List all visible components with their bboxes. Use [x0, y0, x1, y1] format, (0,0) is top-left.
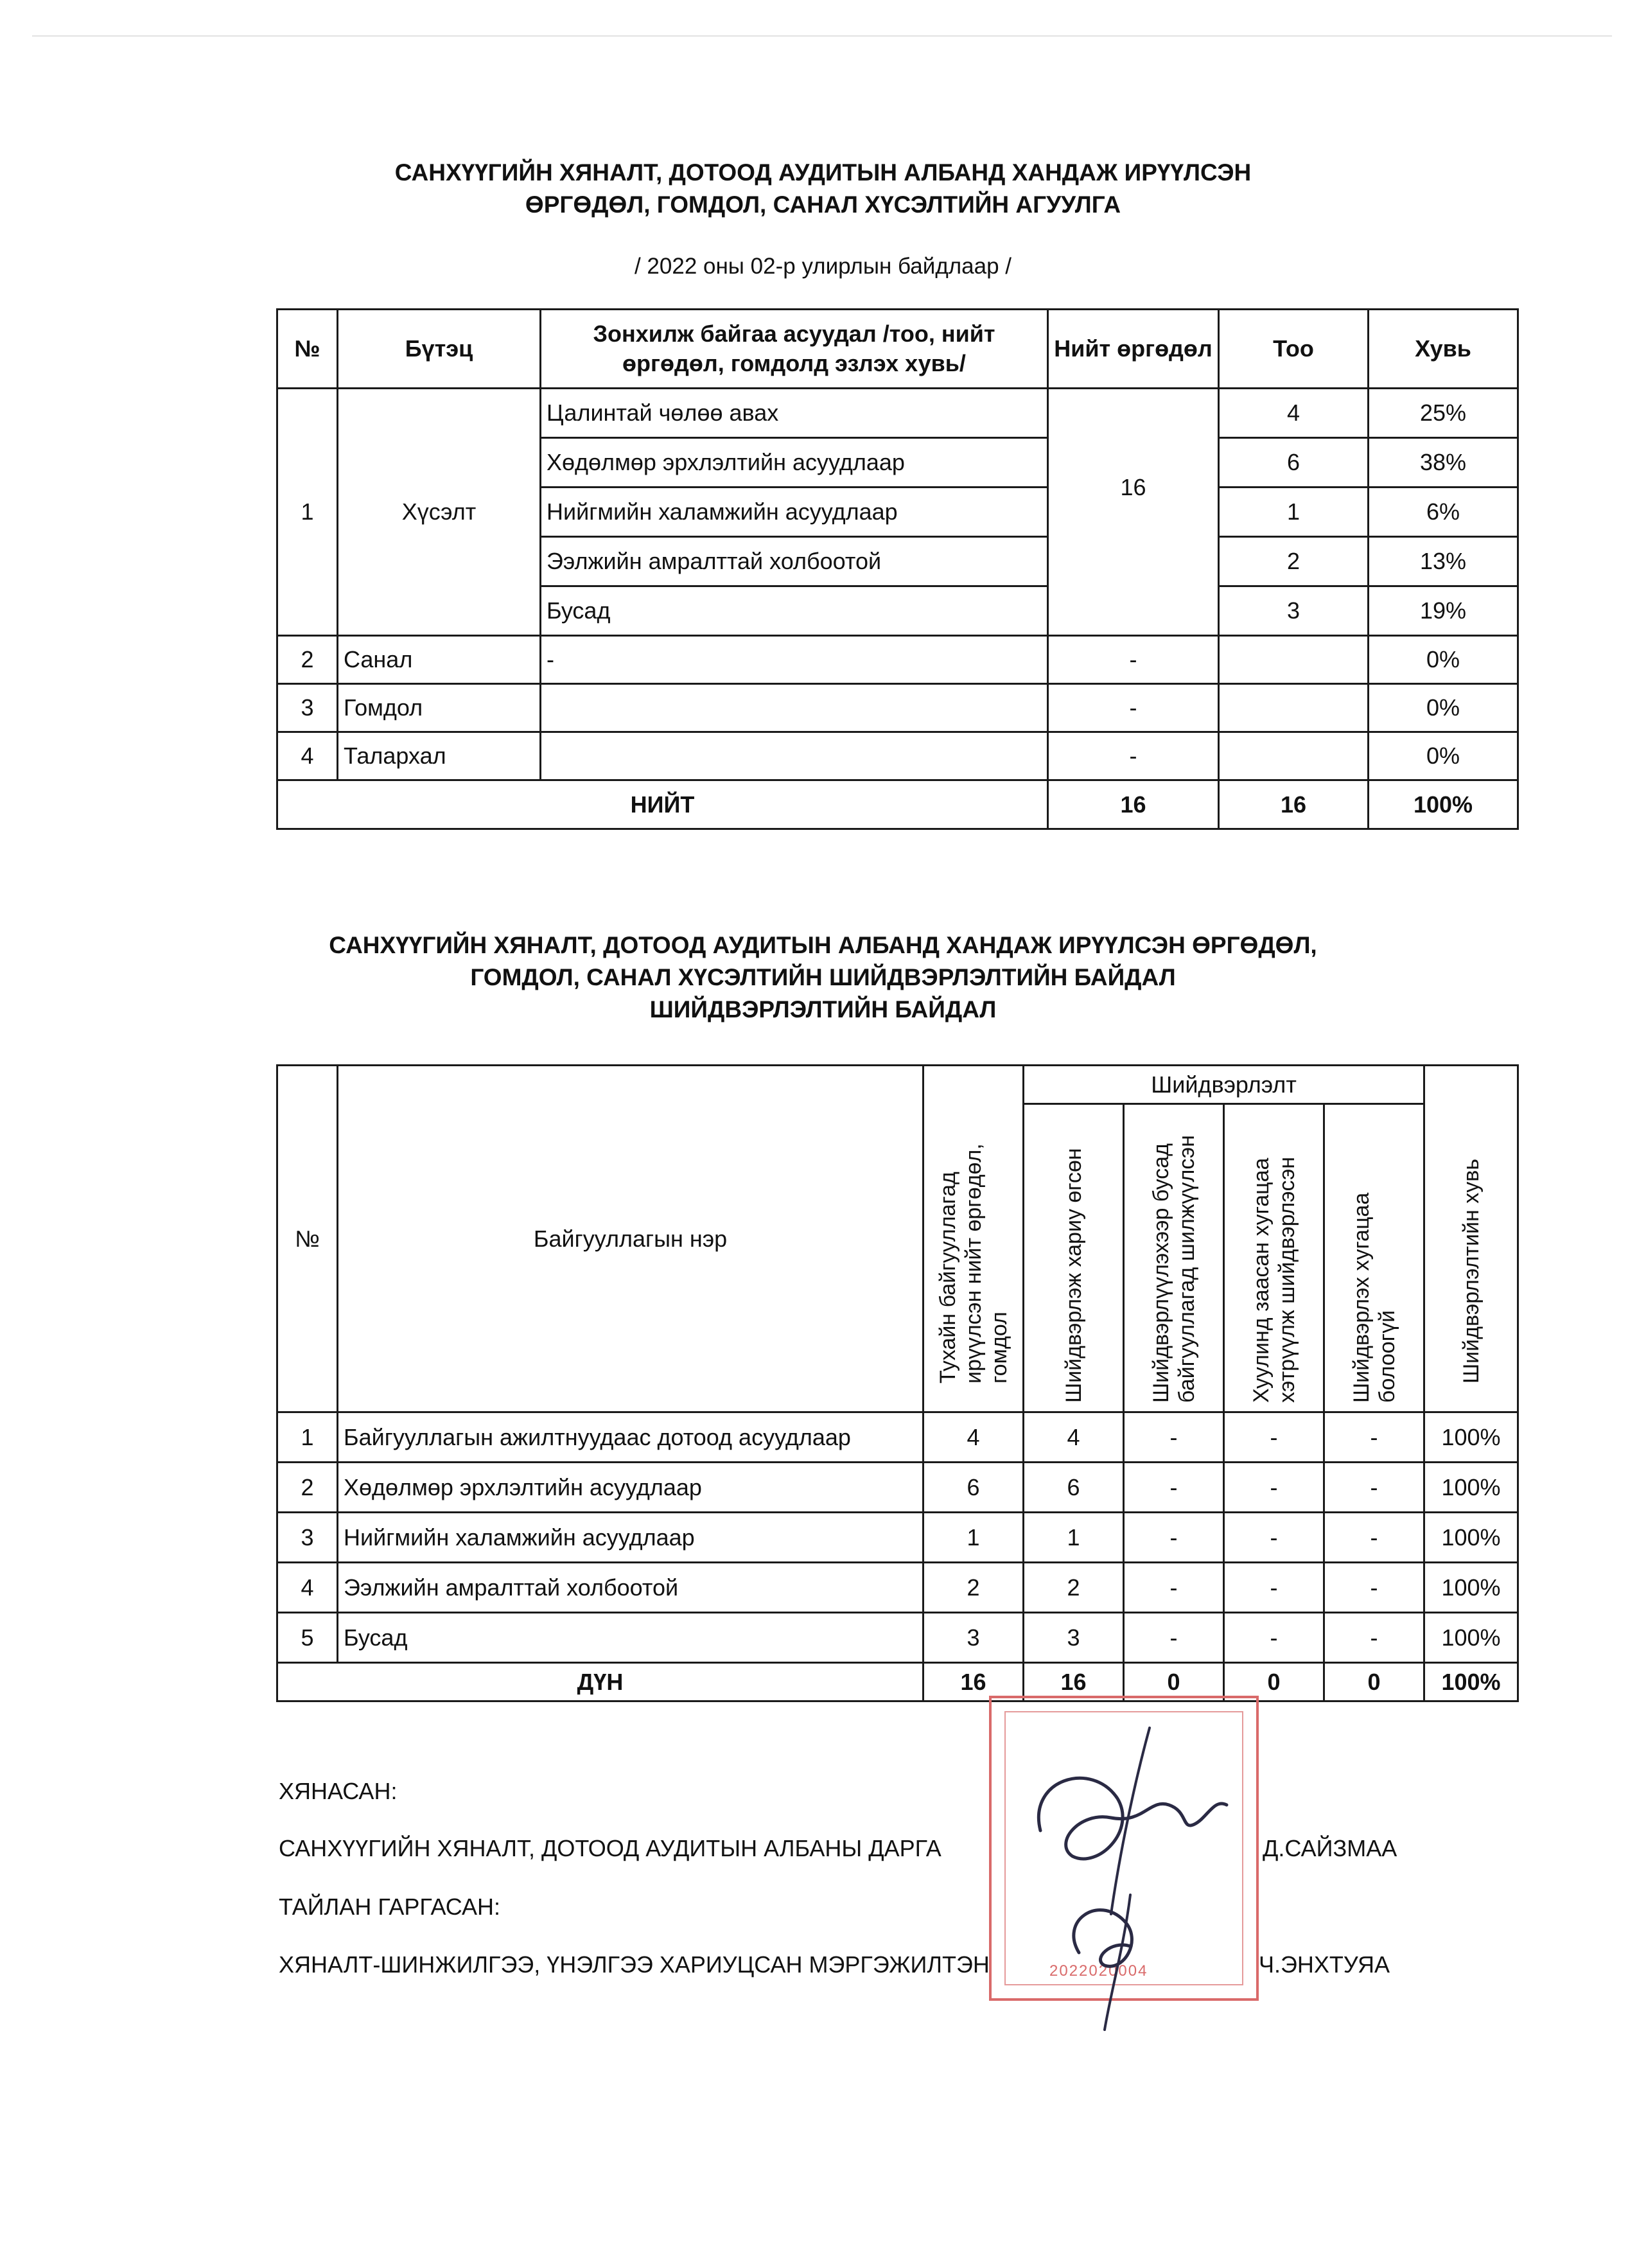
cell-rate: 100%: [1424, 1463, 1518, 1513]
cell-count: [1219, 636, 1369, 684]
header-forwarded: [1124, 1104, 1224, 1412]
cell-received: 4: [924, 1412, 1024, 1463]
header-count: Тоо: [1219, 310, 1369, 389]
cell-org: Ээлжийн амралттай холбоотой: [338, 1563, 924, 1613]
cell-issue: [541, 732, 1048, 780]
cell-forwarded: -: [1124, 1613, 1224, 1663]
cell-percent: 25%: [1369, 389, 1518, 438]
cell-org: Байгууллагын ажилтнуудаас дотоод асуудлаар: [338, 1412, 924, 1463]
header-extended-text: Хуулинд заасан хугацаа хэтрүүлж шийдвэрлэсэн: [1248, 1156, 1299, 1403]
preparer-name: Ч.ЭНХТУЯА: [1259, 1951, 1390, 1978]
cell-no: 1: [277, 1412, 338, 1463]
handwritten-signature: [1002, 1702, 1272, 2036]
cell-no: 3: [277, 684, 338, 732]
header-total: Нийт өргөдөл: [1048, 310, 1219, 389]
cell-pending: -: [1324, 1613, 1424, 1663]
cell-received: 2: [924, 1563, 1024, 1613]
cell-issue: Цалинтай чөлөө авах: [541, 389, 1048, 438]
cell-org: Нийгмийн халамжийн асуудлаар: [338, 1513, 924, 1563]
table-header-row: [277, 1066, 1518, 1104]
cell-received: 3: [924, 1613, 1024, 1663]
header-pending-text: Шийдвэрлэх хугацаа болоогүй: [1349, 1192, 1399, 1403]
cell-forwarded: -: [1124, 1513, 1224, 1563]
table-row: [277, 1463, 1518, 1513]
table-row: [277, 1513, 1518, 1563]
cell-rate: 100%: [1424, 1412, 1518, 1463]
total-row: [277, 1663, 1518, 1701]
cell-resolved: 2: [1024, 1563, 1124, 1613]
total-count: 16: [1219, 780, 1369, 829]
total-extended: 0: [1224, 1663, 1324, 1701]
header-no: №: [277, 310, 338, 389]
cell-count: 2: [1219, 537, 1369, 586]
cell-count: 4: [1219, 389, 1369, 438]
cell-no: 1: [277, 389, 338, 636]
cell-rate: 100%: [1424, 1563, 1518, 1613]
cell-resolved: 1: [1024, 1513, 1124, 1563]
reviewed-label: ХЯНАСАН:: [279, 1778, 398, 1804]
total-forwarded: 0: [1124, 1663, 1224, 1701]
cell-received: 1: [924, 1513, 1024, 1563]
cell-percent: 6%: [1369, 488, 1518, 537]
reviewer-title: САНХҮҮГИЙН ХЯНАЛТ, ДОТООД АУДИТЫН АЛБАНЫ ДАРГА: [279, 1835, 941, 1861]
cell-no: 4: [277, 732, 338, 780]
cell-received: 6: [924, 1463, 1024, 1513]
total-percent: 100%: [1369, 780, 1518, 829]
header-rate-text: Шийдвэрлэлтийн хувь: [1458, 1158, 1484, 1384]
total-label: НИЙТ: [277, 780, 1048, 829]
cell-no: 5: [277, 1613, 338, 1663]
cell-pending: -: [1324, 1463, 1424, 1513]
cell-total: 16: [1048, 389, 1219, 586]
scan-top-edge: [32, 35, 1612, 37]
table2-title-line3: ШИЙДВЭРЛЭЛТИЙН БАЙДАЛ: [649, 996, 997, 1023]
table-row: [277, 389, 1518, 438]
preparer-title: ХЯНАЛТ-ШИНЖИЛГЭЭ, ҮНЭЛГЭЭ ХАРИУЦСАН МЭРГЭЖИЛТЭН: [279, 1951, 990, 1978]
cell-count: 3: [1219, 586, 1369, 636]
cell-rate: 100%: [1424, 1613, 1518, 1663]
header-percent: Хувь: [1369, 310, 1518, 389]
stamp-number: 2022020004: [1049, 1962, 1148, 1980]
table2-title-line2: ГОМДОЛ, САНАЛ ХҮСЭЛТИЙН ШИЙДВЭРЛЭЛТИЙН БАЙДАЛ: [470, 964, 1176, 990]
header-org: Байгууллагын нэр: [338, 1066, 924, 1412]
table-row: [277, 732, 1518, 780]
header-structure: Бүтэц: [338, 310, 541, 389]
cell-no: 2: [277, 1463, 338, 1513]
cell-forwarded: -: [1124, 1412, 1224, 1463]
total-rate: 100%: [1424, 1663, 1518, 1701]
table-header-row: [277, 310, 1518, 389]
table-row: [277, 684, 1518, 732]
cell-org: Хөдөлмөр эрхлэлтийн асуудлаар: [338, 1463, 924, 1513]
cell-percent: 0%: [1369, 732, 1518, 780]
cell-pending: -: [1324, 1412, 1424, 1463]
cell-issue: -: [541, 636, 1048, 684]
cell-percent: 19%: [1369, 586, 1518, 636]
cell-structure: Санал: [338, 636, 541, 684]
reviewer-name: Д.САЙЗМАА: [1263, 1835, 1397, 1861]
cell-no: 3: [277, 1513, 338, 1563]
total-received: 16: [924, 1663, 1024, 1701]
cell-structure: Хүсэлт: [338, 389, 541, 636]
table-row: [277, 1563, 1518, 1613]
cell-forwarded: -: [1124, 1463, 1224, 1513]
header-resolved: [1024, 1104, 1124, 1412]
total-resolved: 16: [1024, 1663, 1124, 1701]
cell-count: [1219, 732, 1369, 780]
header-resolved-text: Шийдвэрлэж хариу өгсөн: [1061, 1147, 1086, 1403]
table2-title-line1: САНХҮҮГИЙН ХЯНАЛТ, ДОТООД АУДИТЫН АЛБАНД ХАНДАЖ ИРҮҮЛСЭН ӨРГӨДӨЛ,: [329, 932, 1317, 958]
header-pending: [1324, 1104, 1424, 1412]
cell-forwarded: -: [1124, 1563, 1224, 1613]
cell-issue: [541, 684, 1048, 732]
resolution-status-table: [276, 1064, 1519, 1702]
cell-percent: 38%: [1369, 438, 1518, 488]
table1-subtitle: / 2022 оны 02-р улирлын байдлаар /: [634, 254, 1012, 279]
cell-issue: Ээлжийн амралттай холбоотой: [541, 537, 1048, 586]
header-forwarded-text: Шийдвэрлүүлэхээр бусад байгууллагад шилжүүлсэн: [1148, 1134, 1199, 1403]
header-extended: [1224, 1104, 1324, 1412]
cell-resolved: 4: [1024, 1412, 1124, 1463]
header-issue: Зонхилж байгаа асуудал /тоо, нийт өргөдөл, гомдолд эзлэх хувь/: [541, 310, 1048, 389]
cell-resolved: 6: [1024, 1463, 1124, 1513]
cell-total: -: [1048, 684, 1219, 732]
table1-title-line1: САНХҮҮГИЙН ХЯНАЛТ, ДОТООД АУДИТЫН АЛБАНД ХАНДАЖ ИРҮҮЛСЭН: [394, 159, 1252, 186]
cell-extended: -: [1224, 1412, 1324, 1463]
cell-issue: Бусад: [541, 586, 1048, 636]
cell-extended: -: [1224, 1613, 1324, 1663]
table-row: [277, 1412, 1518, 1463]
header-no: №: [277, 1066, 338, 1412]
complaints-content-table: [276, 308, 1519, 830]
header-received: [924, 1066, 1024, 1412]
header-rate: [1424, 1066, 1518, 1412]
cell-total: -: [1048, 636, 1219, 684]
cell-org: Бусад: [338, 1613, 924, 1663]
cell-pending: -: [1324, 1513, 1424, 1563]
cell-extended: -: [1224, 1513, 1324, 1563]
header-received-text: Тухайн байгууллагад ирүүлсэн нийт өргөдөл, гомдол: [935, 1143, 1011, 1384]
total-row: [277, 780, 1518, 829]
cell-total: -: [1048, 732, 1219, 780]
cell-issue: Нийгмийн халамжийн асуудлаар: [541, 488, 1048, 537]
cell-no: 2: [277, 636, 338, 684]
table-row: [277, 636, 1518, 684]
cell-count: 6: [1219, 438, 1369, 488]
cell-structure: Гомдол: [338, 684, 541, 732]
cell-percent: 0%: [1369, 636, 1518, 684]
cell-rate: 100%: [1424, 1513, 1518, 1563]
cell-percent: 13%: [1369, 537, 1518, 586]
cell-structure: Талархал: [338, 732, 541, 780]
cell-total-empty: [1048, 586, 1219, 636]
cell-extended: -: [1224, 1563, 1324, 1613]
table-row: [277, 1613, 1518, 1663]
cell-percent: 0%: [1369, 684, 1518, 732]
table1-title-line2: ӨРГӨДӨЛ, ГОМДОЛ, САНАЛ ХҮСЭЛТИЙН АГУУЛГА: [525, 191, 1121, 218]
cell-resolved: 3: [1024, 1613, 1124, 1663]
total-total: 16: [1048, 780, 1219, 829]
header-resolution-group: Шийдвэрлэлт: [1024, 1066, 1424, 1104]
cell-count: 1: [1219, 488, 1369, 537]
cell-extended: -: [1224, 1463, 1324, 1513]
cell-pending: -: [1324, 1563, 1424, 1613]
cell-count: [1219, 684, 1369, 732]
prepared-label: ТАЙЛАН ГАРГАСАН:: [279, 1894, 500, 1920]
total-label: ДҮН: [277, 1663, 924, 1701]
cell-issue: Хөдөлмөр эрхлэлтийн асуудлаар: [541, 438, 1048, 488]
total-pending: 0: [1324, 1663, 1424, 1701]
cell-no: 4: [277, 1563, 338, 1613]
